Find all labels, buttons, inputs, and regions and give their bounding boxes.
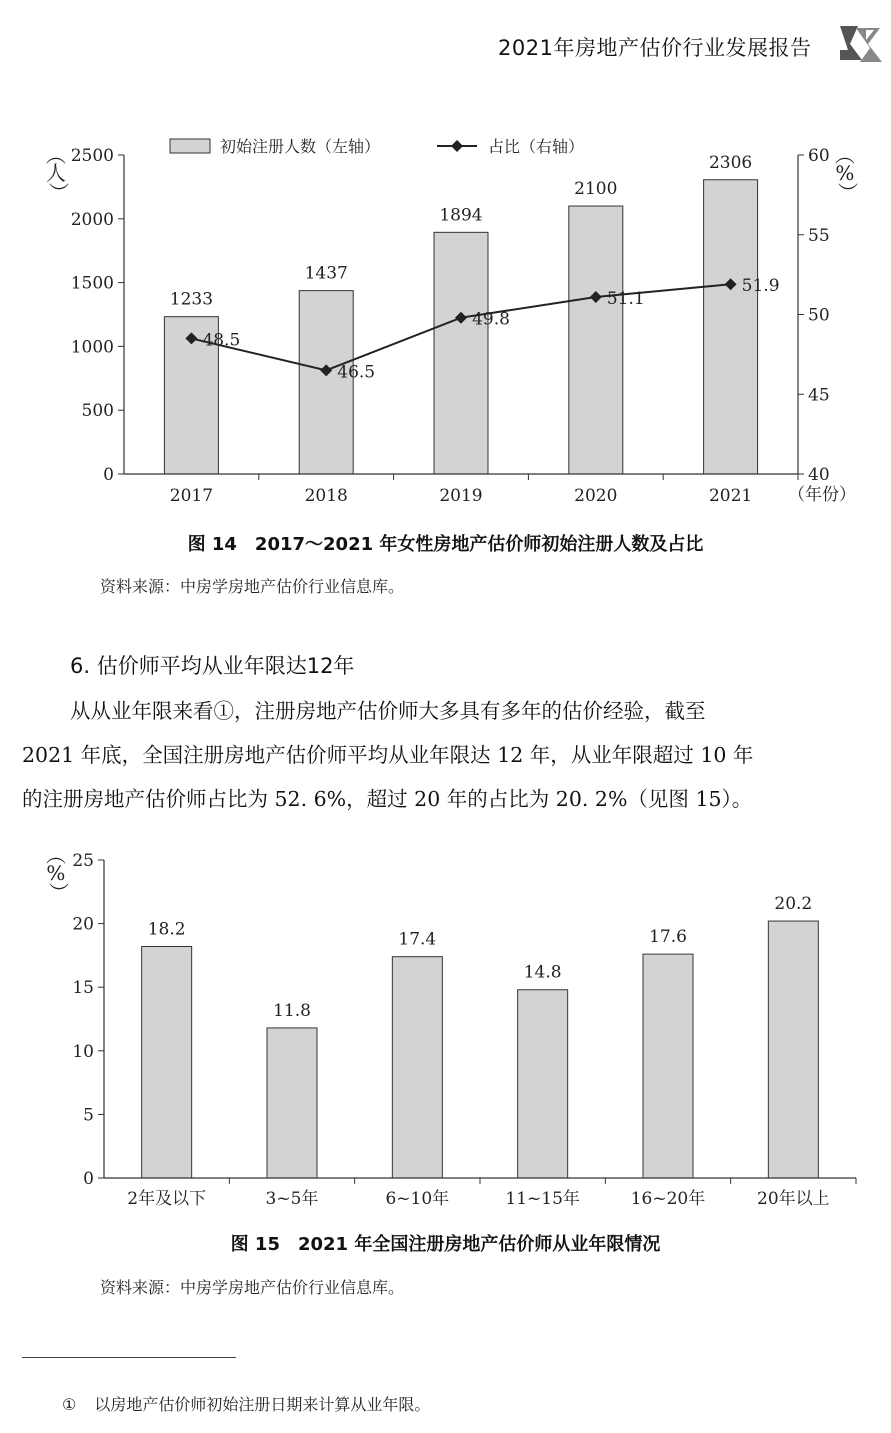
ratio-value-label-2017: 48.5	[202, 330, 241, 351]
ratio-value-label-2020: 51.1	[606, 288, 645, 309]
left-y-tick-label-1500: 1500	[70, 273, 114, 294]
x-tick-label-16~20年: 16~20年	[630, 1189, 706, 1209]
paragraph-line-2: 2021 年底，全国注册房地产估价师平均从业年限达 12 年，从业年限超过 10 年	[22, 743, 754, 767]
y-tick-label-5: 5	[83, 1105, 94, 1126]
bar-value-label-6~10年: 17.4	[398, 929, 437, 950]
left-y-tick-label-2500: 2500	[70, 146, 114, 166]
x-tick-label-11~15年: 11~15年	[505, 1189, 580, 1209]
y-axis-unit: %	[46, 861, 66, 885]
x-tick-label-20年以上: 20年以上	[757, 1189, 830, 1209]
bar-value-label-2021: 2306	[708, 152, 753, 173]
left-axis-unit: 人	[45, 161, 66, 185]
left-y-tick-label-500: 500	[81, 401, 114, 422]
left-y-tick-label-2000: 2000	[70, 209, 114, 230]
x-tick-label-2018: 2018	[304, 486, 348, 506]
bar-value-label-2年及以下: 18.2	[147, 919, 186, 940]
right-y-tick-label-50: 50	[808, 305, 830, 326]
y-tick-label-20: 20	[72, 914, 94, 935]
bar-value-label-2020: 2100	[574, 179, 618, 200]
left-y-tick-label-1000: 1000	[70, 337, 114, 358]
ratio-value-label-2021: 51.9	[741, 276, 780, 297]
y-tick-label-15: 15	[72, 978, 94, 999]
ratio-value-label-2019: 49.8	[472, 309, 510, 330]
legend-diamond-marker	[451, 140, 463, 152]
left-axis-unit-label: ︵ 人 ︶	[45, 143, 69, 205]
bar-value-label-16~20年: 17.6	[649, 927, 687, 948]
x-tick-label-2020: 2020	[574, 486, 618, 506]
x-tick-label-2年及以下: 2年及以下	[127, 1189, 207, 1209]
figure-15-source: 资料来源：中房学房地产估价行业信息库。	[100, 1278, 405, 1297]
right-y-tick-label-45: 45	[808, 385, 830, 406]
y-axis-unit-label: ︵ % ︶	[45, 843, 69, 905]
bar-value-label-20年以上: 20.2	[774, 894, 813, 915]
paragraph-line-1: 从从业年限来看①，注册房地产估价师大多具有多年的估价经验，截至	[70, 699, 706, 723]
figure-14-chart	[0, 130, 891, 520]
bar-value-label-2018: 1437	[304, 263, 348, 284]
bar-value-label-3~5年: 11.8	[273, 1000, 311, 1021]
footnote-text: 以房地产估价师初始注册日期来计算从业年限。	[94, 1395, 431, 1414]
right-y-tick-label-55: 55	[808, 225, 830, 246]
right-axis-unit: %	[835, 161, 855, 185]
section-heading: 6. 估价师平均从业年限达12年	[70, 654, 355, 678]
footnote	[62, 1392, 430, 1415]
y-tick-label-10: 10	[72, 1041, 94, 1062]
bar-value-label-11~15年: 14.8	[523, 962, 562, 983]
bar-2020	[569, 206, 623, 474]
bar-2021	[704, 180, 758, 474]
bar-value-label-2019: 1894	[439, 205, 483, 226]
bar-20年以上	[768, 921, 818, 1178]
bar-2年及以下	[142, 946, 192, 1178]
legend-bar-label: 初始注册人数（左轴）	[220, 137, 381, 156]
right-y-tick-label-40: 40	[808, 465, 830, 485]
bar-11~15年	[518, 990, 568, 1178]
left-y-tick-label-0: 0	[103, 465, 114, 485]
footnote-mark: ①	[62, 1395, 77, 1414]
y-tick-label-25: 25	[72, 851, 94, 871]
x-tick-label-3~5年: 3~5年	[265, 1189, 319, 1209]
bar-6~10年	[392, 957, 442, 1178]
figure-14-caption: 图 14 2017～2021 年女性房地产估价师初始注册人数及占比	[187, 534, 704, 555]
x-tick-label-6~10年: 6~10年	[385, 1189, 450, 1209]
bar-16~20年	[643, 954, 693, 1178]
chapter-logo-icon	[836, 22, 886, 66]
x-tick-label-2019: 2019	[439, 486, 483, 506]
figure-15-chart	[0, 840, 891, 1220]
x-tick-label-2021: 2021	[708, 486, 753, 506]
figure-14-source: 资料来源：中房学房地产估价行业信息库。	[100, 577, 405, 596]
x-tick-label-2017: 2017	[169, 486, 214, 506]
figure-15-caption: 图 15 2021 年全国注册房地产估价师从业年限情况	[230, 1234, 661, 1255]
right-axis-unit-label: ︵ % ︶	[834, 143, 858, 205]
paragraph-line-3: 的注册房地产估价师占比为 52. 6%，超过 20 年的占比为 20. 2%（见图 15）。	[22, 787, 753, 811]
legend-bar-swatch	[170, 139, 210, 153]
bar-value-label-2017: 1233	[169, 289, 214, 310]
right-y-tick-label-60: 60	[808, 146, 830, 166]
x-axis-title: （年份）	[788, 485, 856, 505]
y-tick-label-0: 0	[83, 1169, 94, 1189]
bar-3~5年	[267, 1028, 317, 1178]
footnote-divider	[22, 1357, 236, 1358]
bar-2019	[434, 232, 488, 474]
running-header-title: 2021年房地产估价行业发展报告	[498, 36, 812, 60]
legend-line-label: 占比（右轴）	[488, 137, 585, 156]
ratio-value-label-2018: 46.5	[337, 362, 376, 383]
